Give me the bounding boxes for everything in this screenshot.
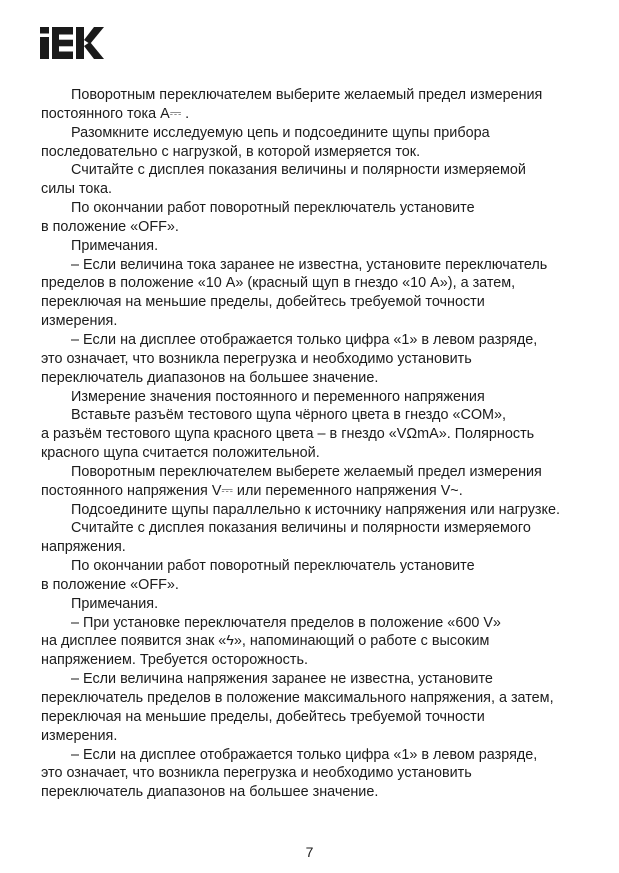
text-line: – При установке переключателя пределов в положение «600 V» [71, 614, 501, 631]
text-line: По окончании работ поворотный переключатель установите [71, 200, 475, 217]
paragraph [41, 595, 581, 614]
paragraph [41, 388, 581, 407]
page-number: 7 [305, 844, 314, 860]
text-line: а разъём тестового щупа красного цвета – в гнездо «VΩmA». Полярность [41, 426, 535, 443]
paragraph [41, 501, 581, 520]
text-line: напряжением. Требуется осторожность. [41, 652, 308, 669]
text-line: переключая на меньшие пределы, добейтесь требуемой точности [41, 708, 485, 725]
paragraph [41, 124, 581, 162]
text-line: Считайте с дисплея показания величины и полярности измеряемой [71, 162, 526, 179]
text-line: Поворотным переключателем выберите желаемый предел измерения [71, 87, 543, 103]
text-line: в положение «OFF». [41, 218, 179, 235]
text-line: Разомкните исследуемую цепь и подсоедините щупы прибора [71, 124, 490, 141]
text-line: – Если величина тока заранее не известна, установите переключатель [71, 256, 548, 273]
text-line: измерения. [41, 727, 118, 744]
text-line: – Если на дисплее отображается только цифра «1» в левом разряде, [71, 331, 538, 348]
text-line: переключатель пределов в положение максимального напряжения, а затем, [41, 690, 554, 706]
paragraph [41, 614, 581, 671]
text-line: – Если величина напряжения заранее не известна, установите [71, 671, 493, 688]
paragraph [41, 256, 581, 331]
paragraph [41, 406, 581, 463]
text-line: последовательно с нагрузкой, в которой измеряется ток. [41, 143, 421, 160]
text-line: в положение «OFF». [41, 576, 179, 593]
text-line: пределов в положение «10 A» (красный щуп в гнездо «10 A»), а затем, [41, 275, 516, 292]
text-line: Вставьте разъём тестового щупа чёрного цвета в гнездо «COM», [71, 407, 507, 424]
text-line: переключатель диапазонов на большее значение. [41, 369, 379, 386]
paragraph [41, 199, 581, 237]
text-line: Поворотным переключателем выберете желаемый предел измерения [71, 463, 542, 480]
text-line: – Если на дисплее отображается только цифра «1» в левом разряде, [71, 746, 538, 763]
paragraph [41, 86, 581, 124]
text-line: Подсоедините щупы параллельно к источнику напряжения или нагрузке. [71, 501, 560, 518]
text-line: Примечания. [71, 595, 159, 612]
text-line: Считайте с дисплея показания величины и полярности измеряемого [71, 520, 531, 537]
paragraph [41, 746, 581, 803]
paragraph [41, 463, 581, 501]
text-line: это означает, что возникла перегрузка и необходимо установить [41, 350, 472, 367]
text-line: Примечания. [71, 237, 159, 254]
brand-logo [40, 27, 104, 59]
document-body [41, 86, 581, 802]
paragraph [41, 237, 581, 256]
paragraph [41, 161, 581, 199]
text-line: постоянного тока A⎓ . [41, 105, 190, 122]
text-line: переключатель диапазонов на большее значение. [41, 784, 379, 801]
text-line: Измерение значения постоянного и переменного напряжения [71, 388, 485, 405]
text-line: силы тока. [41, 181, 113, 198]
text-line: измерения. [41, 313, 118, 330]
text-line: красного щупа считается положительной. [41, 445, 320, 462]
paragraph [41, 331, 581, 388]
text-line: постоянного напряжения V⎓ или переменного напряжения V~. [41, 482, 463, 499]
text-line: напряжения. [41, 539, 126, 556]
paragraph [41, 557, 581, 595]
text-line: это означает, что возникла перегрузка и необходимо установить [41, 765, 472, 782]
text-line: По окончании работ поворотный переключатель установите [71, 558, 475, 575]
paragraph [41, 519, 581, 557]
text-line: на дисплее появится знак «ϟ», напоминающий о работе с высоким [41, 633, 490, 650]
text-line: переключая на меньшие пределы, добейтесь требуемой точности [41, 294, 485, 311]
paragraph [41, 670, 581, 745]
